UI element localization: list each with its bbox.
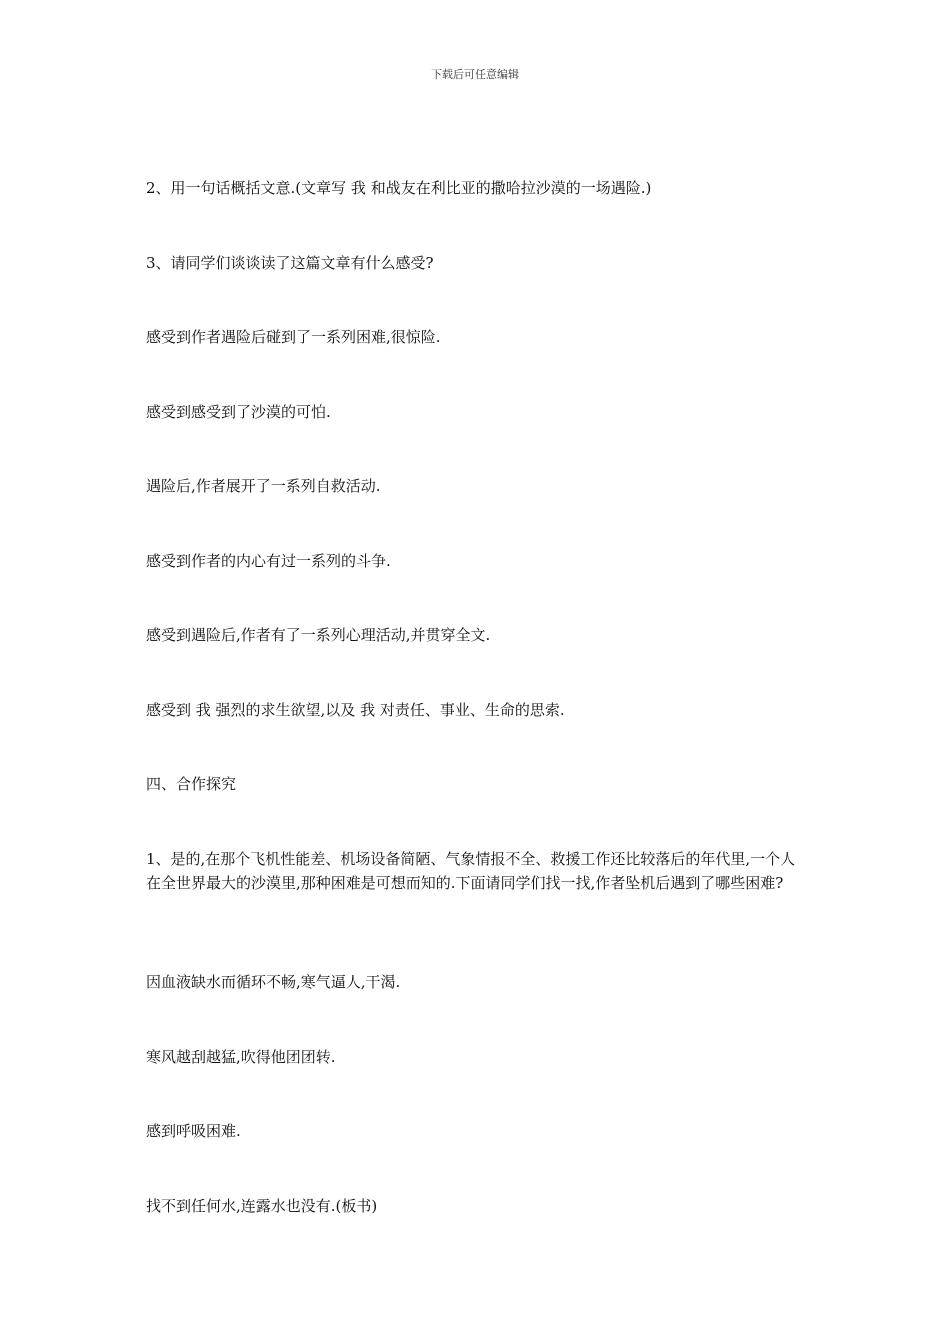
paragraph-feeling-2: 感受到感受到了沙漠的可怕. [146, 403, 331, 421]
paragraph-question-3: 3、请同学们谈谈读了这篇文章有什么感受? [146, 254, 434, 272]
page-header: 下载后可任意编辑 [431, 68, 519, 81]
paragraph-feeling-4: 感受到作者的内心有过一系列的斗争. [146, 552, 391, 570]
paragraph-difficulty-1: 因血液缺水而循环不畅,寒气逼人,干渴. [146, 973, 401, 991]
section-heading: 四、合作探究 [146, 775, 237, 793]
paragraph-feeling-3: 遇险后,作者展开了一系列自救活动. [146, 477, 381, 495]
paragraph-difficulty-4: 找不到任何水,连露水也没有.(板书) [146, 1197, 378, 1215]
paragraph-difficulty-2: 寒风越刮越猛,吹得他团团转. [146, 1048, 336, 1066]
paragraph-feeling-1: 感受到作者遇险后碰到了一系列困难,很惊险. [146, 328, 441, 346]
paragraph-feeling-6: 感受到 我 强烈的求生欲望,以及 我 对责任、事业、生命的思索. [146, 701, 565, 719]
paragraph-summary: 2、用一句话概括文意.(文章写 我 和战友在利比亚的撒哈拉沙漠的一场遇险.) [146, 179, 652, 197]
paragraph-difficulty-3: 感到呼吸困难. [146, 1122, 241, 1140]
paragraph-feeling-5: 感受到遇险后,作者有了一系列心理活动,并贯穿全文. [146, 626, 491, 644]
paragraph-inquiry-1: 1、是的,在那个飞机性能差、机场设备简陋、气象情报不全、救援工作还比较落后的年代里,一个人在全世界最大的沙漠里,那种困难是可想而知的.下面请同学们找一找,作者坠机后遇到了哪些困难? [146, 850, 796, 892]
